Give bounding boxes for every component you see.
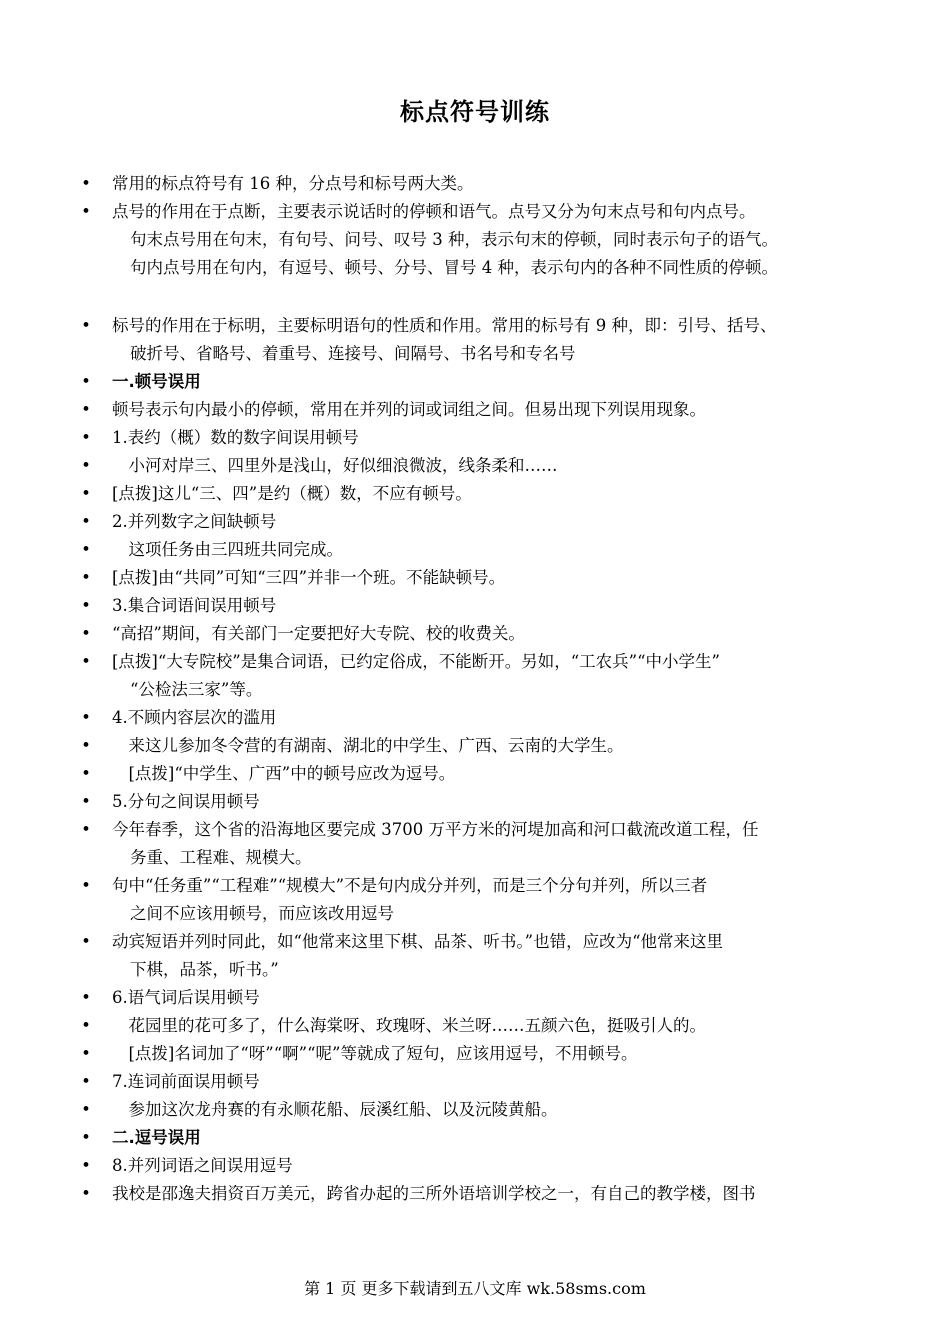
- bullet-icon: •: [81, 202, 91, 221]
- list-item: [0, 424, 950, 452]
- list-item: [0, 198, 950, 282]
- bullet-icon: •: [81, 988, 91, 1007]
- list-item-text: 句内点号用在句内，有逗号、顿号、分号、冒号 4 种，表示句内的各种不同性质的停顿。: [130, 258, 778, 277]
- list-item-text: “公检法三家”等。: [130, 680, 263, 699]
- list-item-text: 常用的标点符号有 16 种，分点号和标号两大类。: [112, 174, 474, 193]
- list-item-text: 务重、工程难、规模大。: [130, 848, 312, 867]
- list-item-text: [点拨]“中学生、广西”中的顿号应改为逗号。: [112, 764, 456, 783]
- list-item-text: 今年春季，这个省的沿海地区要完成 3700 万平方米的河堤加高和河口截流改道工程，任: [112, 820, 759, 839]
- list-item-text: 8.并列词语之间误用逗号: [112, 1156, 293, 1175]
- list-item-text: 1.表约（概）数的数字间误用顿号: [112, 428, 359, 447]
- bullet-icon: •: [81, 624, 91, 643]
- list-item-text: 3.集合词语间误用顿号: [112, 596, 277, 615]
- bullet-icon: •: [81, 1016, 91, 1035]
- list-item-text: 标号的作用在于标明，主要标明语句的性质和作用。常用的标号有 9 种，即：引号、括号、: [112, 316, 777, 335]
- list-item: [0, 1012, 950, 1040]
- list-item-text: [点拨]“大专院校”是集合词语，已约定俗成，不能断开。另如，“工农兵”“中小学生”: [112, 652, 720, 671]
- section-heading: [0, 368, 950, 396]
- list-item-text: 参加这次龙舟赛的有永顺花船、辰溪红船、以及沅陵黄船。: [112, 1100, 558, 1119]
- list-item: [0, 1096, 950, 1124]
- bullet-icon: •: [81, 540, 91, 559]
- list-item: [0, 928, 950, 984]
- list-item: [0, 760, 950, 788]
- list-item: [0, 592, 950, 620]
- list-item-text: 句中“任务重”“工程难”“规模大”不是句内成分并列，而是三个分句并列，所以三者: [112, 876, 708, 895]
- list-item: [0, 1040, 950, 1068]
- bullet-icon: •: [81, 708, 91, 727]
- list-item: [0, 452, 950, 480]
- bullet-icon: •: [81, 736, 91, 755]
- bullet-icon: •: [81, 1156, 91, 1175]
- bullet-icon: •: [81, 174, 91, 193]
- bullet-icon: •: [81, 568, 91, 587]
- list-item-text: 二.逗号误用: [112, 1128, 201, 1147]
- list-item-text: 一.顿号误用: [112, 372, 201, 391]
- bullet-icon: •: [81, 484, 91, 503]
- list-item-text: 6.语气词后误用顿号: [112, 988, 260, 1007]
- bullet-icon: •: [81, 764, 91, 783]
- list-item-text: 点号的作用在于点断，主要表示说话时的停顿和语气。点号又分为句末点号和句内点号。: [112, 202, 756, 221]
- page-title: 标点符号训练: [400, 98, 550, 126]
- list-item: [0, 1180, 950, 1208]
- list-item-text: 我校是邵逸夫捐资百万美元，跨省办起的三所外语培训学校之一，有自己的教学楼，图书: [112, 1184, 756, 1203]
- list-item: [0, 872, 950, 928]
- bullet-icon: •: [81, 652, 91, 671]
- list-item: [0, 620, 950, 648]
- list-item: [0, 170, 950, 198]
- list-item: [0, 536, 950, 564]
- list-item-text: 顿号表示句内最小的停顿，常用在并列的词或词组之间。但易出现下列误用现象。: [112, 400, 706, 419]
- bullet-icon: •: [81, 876, 91, 895]
- bullet-icon: •: [81, 428, 91, 447]
- list-item: [0, 312, 950, 368]
- list-item-text: 句末点号用在句末，有句号、问号、叹号 3 种，表示句末的停顿，同时表示句子的语气。: [130, 230, 778, 249]
- bullet-icon: •: [81, 1100, 91, 1119]
- list-item: [0, 480, 950, 508]
- list-item: [0, 508, 950, 536]
- bullet-icon: •: [81, 316, 91, 335]
- list-item-text: [点拨]由“共同”可知“三四”并非一个班。不能缺顿号。: [112, 568, 506, 587]
- list-item-text: “高招”期间，有关部门一定要把好大专院、校的收费关。: [112, 624, 525, 643]
- bullet-icon: •: [81, 512, 91, 531]
- list-item-text: [点拨]名词加了“呀”“啊”“呢”等就成了短句，应该用逗号，不用顿号。: [112, 1044, 638, 1063]
- list-item: [0, 396, 950, 424]
- list-item-text: 花园里的花可多了，什么海棠呀、玫瑰呀、米兰呀……五颜六色，挺吸引人的。: [112, 1016, 706, 1035]
- bullet-icon: •: [81, 1072, 91, 1091]
- bullet-icon: •: [81, 400, 91, 419]
- list-item: [0, 704, 950, 732]
- bullet-icon: •: [81, 456, 91, 475]
- bullet-icon: •: [81, 792, 91, 811]
- list-item: [0, 564, 950, 592]
- bullet-icon: •: [81, 932, 91, 951]
- list-item-text: 之间不应该用顿号，而应该改用逗号: [130, 904, 394, 923]
- bullet-icon: •: [81, 820, 91, 839]
- list-item: [0, 788, 950, 816]
- list-item-text: [点拨]这儿“三、四”是约（概）数，不应有顿号。: [112, 484, 472, 503]
- bullet-icon: •: [81, 1044, 91, 1063]
- bullet-icon: •: [81, 372, 91, 391]
- list-item-text: 下棋，品茶，听书。”: [130, 960, 279, 979]
- section-heading: [0, 1124, 950, 1152]
- list-item-text: 小河对岸三、四里外是浅山，好似细浪微波，线条柔和……: [112, 456, 558, 475]
- list-item-text: 7.连词前面误用顿号: [112, 1072, 260, 1091]
- list-item-text: 破折号、省略号、着重号、连接号、间隔号、书名号和专名号: [130, 344, 576, 363]
- bullet-icon: •: [81, 596, 91, 615]
- bullet-list: [0, 170, 950, 1208]
- list-item-text: 动宾短语并列时同此，如“他常来这里下棋、品茶、听书。”也错，应改为“他常来这里: [112, 932, 724, 951]
- list-item: [0, 984, 950, 1012]
- list-item: [0, 732, 950, 760]
- page-footer: 第 1 页 更多下载请到五八文库 wk.58sms.com: [304, 1279, 646, 1298]
- list-item: [0, 648, 950, 704]
- list-item-text: 2.并列数字之间缺顿号: [112, 512, 277, 531]
- list-item-text: 5.分句之间误用顿号: [112, 792, 260, 811]
- list-item: [0, 1068, 950, 1096]
- list-item-text: 4.不顾内容层次的滥用: [112, 708, 277, 727]
- list-item-text: 来这儿参加冬令营的有湖南、湖北的中学生、广西、云南的大学生。: [112, 736, 624, 755]
- list-item-text: 这项任务由三四班共同完成。: [112, 540, 343, 559]
- paragraph-gap: [0, 282, 950, 312]
- list-item: [0, 1152, 950, 1180]
- list-item: [0, 816, 950, 872]
- bullet-icon: •: [81, 1184, 91, 1203]
- bullet-icon: •: [81, 1128, 91, 1147]
